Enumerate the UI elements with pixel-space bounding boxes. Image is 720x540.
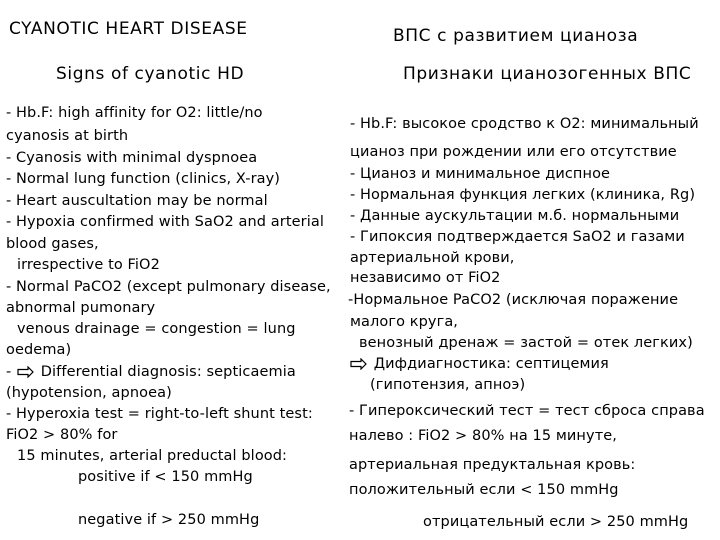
- left-column-english: [0, 0, 345, 540]
- right-line: малого круга,: [350, 314, 459, 330]
- right-line: - Цианоз и минимальное диспное: [350, 166, 611, 182]
- right-page-title: ВПС с развитием цианоза: [393, 26, 639, 46]
- left-differential-line: [6, 363, 296, 383]
- left-line: positive if < 150 mmHg: [78, 469, 253, 485]
- right-line: - Гипероксический тест = тест сброса справа: [349, 403, 705, 419]
- left-dd-text: Differential diagnosis: septicaemia: [40, 364, 296, 380]
- right-line: налево : FiO2 > 80% на 15 минуте,: [349, 428, 617, 444]
- left-line: FiO2 > 80% for: [6, 427, 118, 443]
- right-line: независимо от FiO2: [350, 270, 501, 286]
- right-line: - Нормальная функция легких (клиника, Rg): [350, 187, 696, 203]
- left-subtitle: Signs of cyanotic HD: [56, 64, 245, 84]
- right-line: - Данные аускультации м.б. нормальными: [350, 208, 680, 224]
- left-line: - Hyperoxia test = right-to-left shunt test:: [6, 406, 313, 422]
- left-line: - Normal lung function (clinics, X-ray): [6, 171, 281, 187]
- right-line: (гипотензия, апноэ): [370, 377, 526, 393]
- left-line: cyanosis at birth: [6, 128, 129, 144]
- right-line: артериальная предуктальная кровь:: [349, 457, 636, 473]
- right-dd-text: Дифдиагностика: септицемия: [373, 356, 609, 372]
- left-line: - Cyanosis with minimal dyspnoea: [6, 150, 258, 166]
- left-dd-prefix: -: [6, 364, 12, 380]
- right-line: цианоз при рождении или его отсутствие: [350, 144, 677, 160]
- right-line: положительный если < 150 mmHg: [349, 482, 619, 498]
- left-line: oedema): [6, 342, 72, 358]
- left-line: - Hb.F: high affinity for O2: little/no: [6, 105, 263, 121]
- left-line: venous drainage = congestion = lung: [17, 321, 296, 337]
- right-line: венозный дренаж = застой = отек легких): [359, 335, 693, 351]
- left-line: - Normal PaCO2 (except pulmonary disease,: [6, 279, 331, 295]
- right-line: -Нормальное PaCO2 (исключая поражение: [348, 292, 679, 308]
- right-subtitle: Признаки цианозогенных ВПС: [403, 64, 692, 84]
- left-line: (hypotension, apnoea): [6, 385, 172, 401]
- right-column-russian: [345, 0, 720, 540]
- left-line: abnormal pumonary: [6, 300, 156, 316]
- left-line: 15 minutes, arterial preductal blood:: [17, 448, 288, 464]
- left-line: negative if > 250 mmHg: [78, 512, 260, 528]
- implies-arrow-icon: [350, 357, 367, 375]
- right-line: отрицательный если > 250 mmHg: [423, 514, 689, 530]
- right-line: - Hb.F: высокое сродство к О2: минимальный: [350, 116, 699, 132]
- left-line: blood gases,: [6, 236, 99, 252]
- right-line: - Гипоксия подтверждается SaO2 и газами: [350, 229, 685, 245]
- left-line: - Hypoxia confirmed with SaO2 and arterial: [6, 214, 324, 230]
- implies-arrow-icon: [17, 365, 34, 383]
- right-differential-line: [349, 355, 609, 375]
- right-line: артериальной крови,: [350, 250, 515, 266]
- left-line: - Heart auscultation may be normal: [6, 193, 268, 209]
- left-page-title: CYANOTIC HEART DISEASE: [9, 19, 248, 39]
- left-line: irrespective to FiO2: [17, 257, 160, 273]
